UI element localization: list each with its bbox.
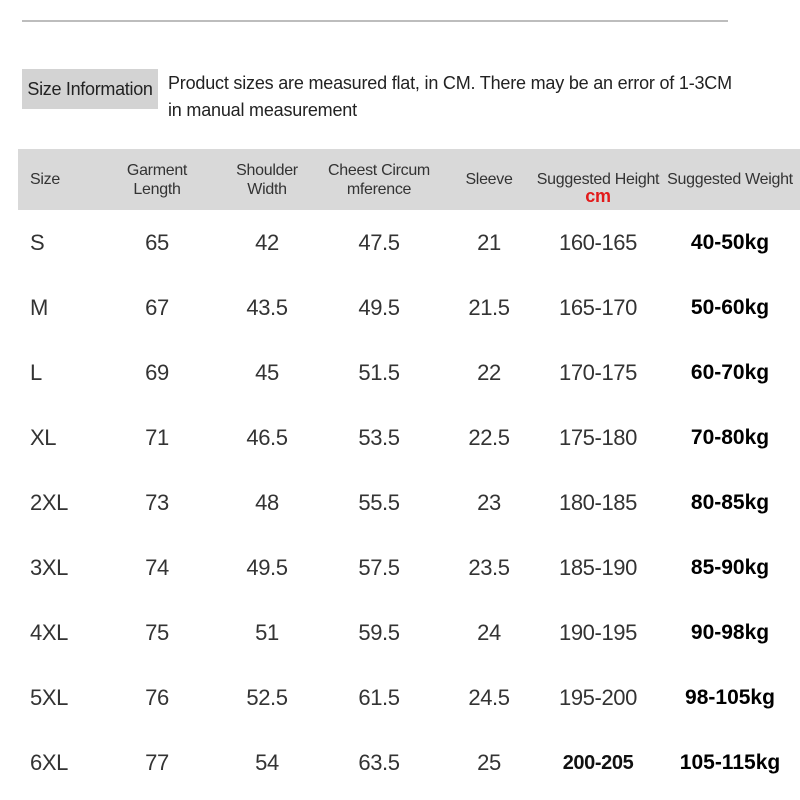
cell-suggested-height: 165-170 bbox=[559, 294, 637, 320]
height-unit-label: cm bbox=[585, 186, 611, 206]
cell-suggested-height: 190-195 bbox=[559, 620, 637, 646]
table-row bbox=[18, 535, 800, 600]
table-row bbox=[18, 405, 800, 470]
cell-chest: 57.5 bbox=[358, 555, 400, 581]
cell-size: 6XL bbox=[30, 750, 68, 776]
cell-garment-length: 76 bbox=[145, 685, 169, 711]
cell-sleeve: 23 bbox=[477, 489, 501, 515]
header-shoulder-width bbox=[218, 149, 316, 210]
cell-chest: 49.5 bbox=[358, 294, 400, 320]
cell-sleeve: 23.5 bbox=[468, 555, 510, 581]
table-header-row bbox=[18, 149, 800, 210]
cell-sleeve: 22.5 bbox=[468, 424, 510, 450]
cell-size: M bbox=[30, 294, 48, 320]
measurement-note-line-1: Product sizes are measured flat, in CM. There may be an error of 1-3CM bbox=[168, 73, 732, 93]
cell-suggested-height: 200-205 bbox=[562, 751, 634, 774]
cell-chest: 47.5 bbox=[358, 229, 400, 255]
cell-suggested-weight: 70-80kg bbox=[690, 425, 770, 449]
cell-sleeve: 24 bbox=[477, 620, 501, 646]
header-suggested-weight-label: Suggested Weight bbox=[667, 171, 793, 188]
size-chart-table bbox=[18, 149, 800, 796]
cell-size: L bbox=[30, 359, 42, 385]
header-suggested-weight bbox=[660, 149, 800, 210]
cell-size: 4XL bbox=[30, 620, 68, 646]
cell-chest: 55.5 bbox=[358, 489, 400, 515]
table-row bbox=[18, 601, 800, 666]
header-sleeve bbox=[442, 149, 536, 210]
cell-sleeve: 22 bbox=[477, 359, 501, 385]
header-chest-circumference bbox=[316, 149, 442, 210]
table-row bbox=[18, 731, 800, 796]
cell-suggested-weight: 80-85kg bbox=[690, 490, 770, 514]
cell-garment-length: 74 bbox=[145, 555, 169, 581]
cell-suggested-weight: 60-70kg bbox=[690, 360, 770, 384]
cell-suggested-height: 175-180 bbox=[559, 424, 637, 450]
header-garment-length bbox=[96, 149, 218, 210]
header-shoulder-width-line-1: Shoulder bbox=[236, 161, 298, 179]
cell-chest: 61.5 bbox=[358, 685, 400, 711]
cell-shoulder-width: 54 bbox=[255, 750, 279, 776]
header-shoulder-width-line-2: Width bbox=[247, 180, 287, 198]
cell-shoulder-width: 43.5 bbox=[246, 294, 288, 320]
table-row bbox=[18, 470, 800, 535]
header-chest-line-1: Cheest Circum bbox=[328, 161, 430, 179]
header-size bbox=[18, 149, 96, 210]
cell-sleeve: 21 bbox=[477, 229, 501, 255]
cell-suggested-weight: 105-115kg bbox=[679, 751, 781, 775]
cell-suggested-weight: 98-105kg bbox=[685, 686, 775, 710]
top-divider bbox=[22, 20, 728, 22]
cell-suggested-weight: 40-50kg bbox=[690, 230, 770, 254]
cell-shoulder-width: 45 bbox=[255, 359, 279, 385]
cell-sleeve: 21.5 bbox=[468, 294, 510, 320]
cell-suggested-weight: 50-60kg bbox=[690, 295, 770, 319]
table-row bbox=[18, 340, 800, 405]
cell-garment-length: 67 bbox=[145, 294, 169, 320]
cell-chest: 63.5 bbox=[358, 750, 400, 776]
cell-shoulder-width: 49.5 bbox=[246, 555, 288, 581]
cell-chest: 51.5 bbox=[358, 359, 400, 385]
header-size-label: Size bbox=[30, 171, 60, 188]
cell-suggested-weight: 90-98kg bbox=[690, 621, 770, 645]
cell-shoulder-width: 51 bbox=[255, 620, 279, 646]
cell-suggested-height: 170-175 bbox=[559, 359, 637, 385]
cell-suggested-weight: 85-90kg bbox=[690, 556, 770, 580]
cell-garment-length: 65 bbox=[145, 229, 169, 255]
table-row bbox=[18, 666, 800, 731]
header-chest-line-2: mference bbox=[346, 180, 412, 198]
cell-size: 3XL bbox=[30, 555, 68, 581]
cell-shoulder-width: 52.5 bbox=[246, 685, 288, 711]
measurement-note-line-2: in manual measurement bbox=[168, 100, 357, 120]
cell-suggested-height: 180-185 bbox=[559, 489, 637, 515]
measurement-note bbox=[168, 70, 768, 124]
cell-garment-length: 75 bbox=[145, 620, 169, 646]
cell-garment-length: 71 bbox=[145, 424, 169, 450]
header-garment-length-line-2: Length bbox=[133, 180, 181, 198]
cell-shoulder-width: 48 bbox=[255, 489, 279, 515]
cell-suggested-height: 185-190 bbox=[559, 555, 637, 581]
cell-garment-length: 73 bbox=[145, 489, 169, 515]
table-row bbox=[18, 275, 800, 340]
cell-suggested-height: 195-200 bbox=[559, 685, 637, 711]
cell-sleeve: 24.5 bbox=[468, 685, 510, 711]
cell-size: 5XL bbox=[30, 685, 68, 711]
size-information-badge: Size Information bbox=[22, 69, 158, 109]
cell-chest: 53.5 bbox=[358, 424, 400, 450]
cell-shoulder-width: 42 bbox=[255, 229, 279, 255]
header-garment-length-line-1: Garment bbox=[126, 161, 188, 179]
cell-garment-length: 77 bbox=[145, 750, 169, 776]
cell-shoulder-width: 46.5 bbox=[246, 424, 288, 450]
cell-chest: 59.5 bbox=[358, 620, 400, 646]
cell-suggested-height: 160-165 bbox=[559, 229, 637, 255]
table-row bbox=[18, 210, 800, 275]
cell-size: 2XL bbox=[30, 489, 68, 515]
cell-garment-length: 69 bbox=[145, 359, 169, 385]
header-suggested-height bbox=[536, 149, 660, 210]
header-sleeve-label: Sleeve bbox=[465, 171, 513, 188]
cell-size: S bbox=[30, 229, 45, 255]
header-suggested-height-label: Suggested Height bbox=[536, 171, 660, 188]
cell-size: XL bbox=[30, 424, 57, 450]
cell-sleeve: 25 bbox=[477, 750, 501, 776]
